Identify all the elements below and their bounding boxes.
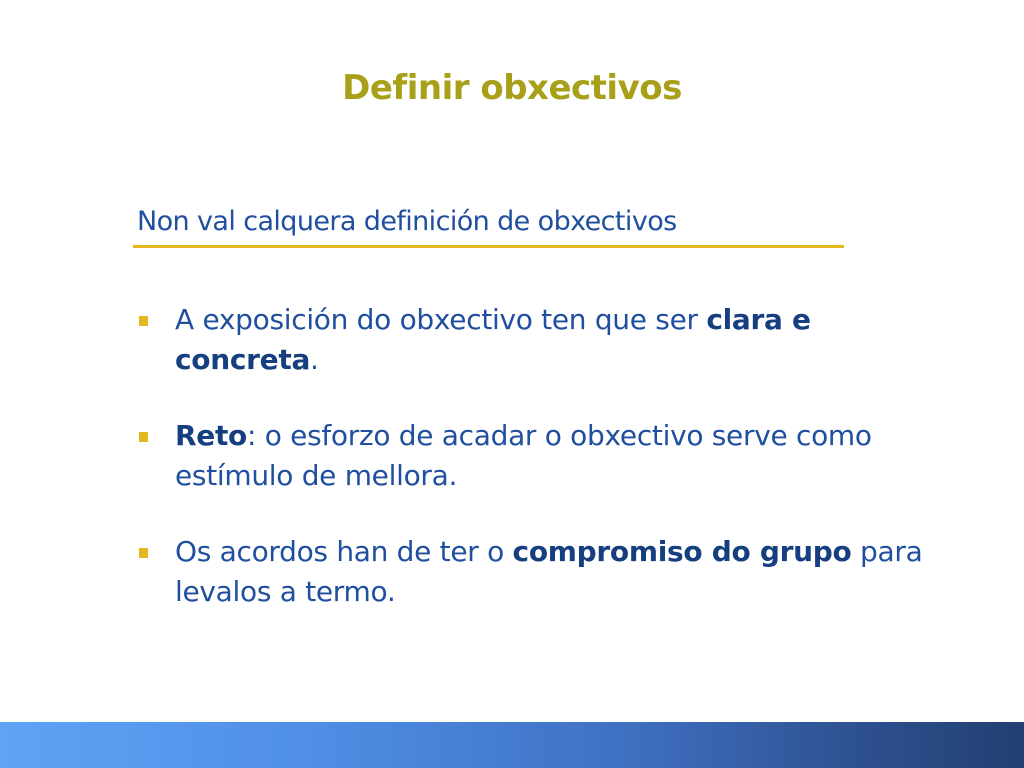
subtitle-underline: [133, 245, 844, 248]
bullet-text-emphasis: clara e concreta: [175, 303, 811, 376]
square-bullet-icon: [139, 316, 148, 326]
bullet-text: [175, 300, 935, 380]
bullet-text-part: A exposición do obxectivo ten que ser: [175, 303, 707, 336]
square-bullet-icon: [139, 548, 148, 558]
bullet-text-part: Os acordos han de ter o: [175, 535, 513, 568]
slide-title: Definir obxectivos: [342, 68, 682, 108]
bullet-text: [175, 532, 935, 612]
bullet-text: [175, 416, 935, 496]
bullet-text-part: .: [310, 343, 319, 376]
footer-gradient-bar: [0, 722, 1024, 768]
slide-subtitle: Non val calquera definición de obxectivos: [137, 206, 677, 237]
square-bullet-icon: [139, 432, 148, 442]
bullet-text-part: : o esforzo de acadar o obxectivo serve como estímulo de mellora.: [175, 419, 872, 492]
bullet-text-emphasis: compromiso do grupo: [512, 535, 852, 568]
bullet-text-part: para levalos a termo.: [175, 535, 923, 608]
bullet-text-emphasis: Reto: [175, 419, 247, 452]
